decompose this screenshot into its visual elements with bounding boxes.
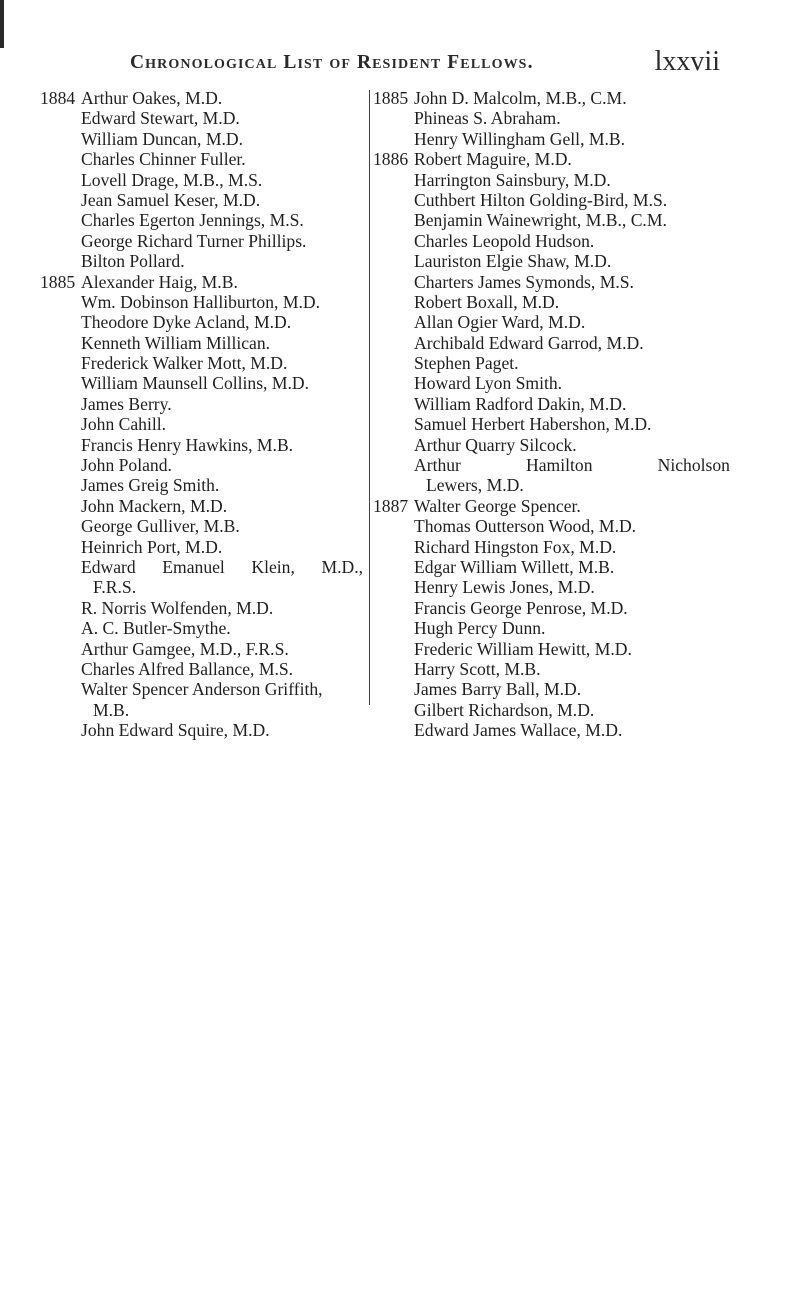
list-item xyxy=(40,170,370,190)
entry-year: 1886 xyxy=(373,149,409,170)
list-item xyxy=(40,639,370,659)
list-item xyxy=(369,170,749,190)
list-item xyxy=(369,577,749,597)
entry-name: Cuthbert Hilton Golding-Bird, M.S. xyxy=(414,189,668,210)
entry-name: Charles Leopold Hudson. xyxy=(414,230,595,251)
list-item xyxy=(369,292,749,312)
list-item xyxy=(40,700,370,720)
list-item xyxy=(369,272,749,292)
entry-name: William Radford Dakin, M.D. xyxy=(414,393,627,414)
list-item xyxy=(369,679,749,699)
entry-name: James Barry Ball, M.D. xyxy=(414,679,582,700)
list-item xyxy=(369,394,749,414)
list-item xyxy=(369,88,749,108)
list-item xyxy=(369,435,749,455)
entry-name: Gilbert Richardson, M.D. xyxy=(414,699,595,720)
list-item xyxy=(369,496,749,516)
list-item xyxy=(369,129,749,149)
entry-name: George Richard Turner Phillips. xyxy=(81,230,307,251)
entry-name: John Mackern, M.D. xyxy=(81,495,228,516)
entry-name: Archibald Edward Garrod, M.D. xyxy=(414,332,644,353)
entry-name: Arthur Quarry Silcock. xyxy=(414,434,577,455)
list-item xyxy=(40,292,370,312)
entry-name: James Berry. xyxy=(81,393,172,414)
entry-name: Harrington Sainsbury, M.D. xyxy=(414,169,611,190)
list-item xyxy=(40,414,370,434)
entry-name: James Greig Smith. xyxy=(81,475,220,496)
entry-name: Heinrich Port, M.D. xyxy=(81,536,223,557)
list-item xyxy=(40,659,370,679)
entry-word: Edward xyxy=(81,556,136,577)
left-column xyxy=(40,88,370,741)
list-item xyxy=(369,720,749,740)
list-item xyxy=(40,190,370,210)
entry-name: Alexander Haig, M.B. xyxy=(81,271,238,292)
list-item xyxy=(40,210,370,230)
list-item xyxy=(40,577,370,597)
running-title: Chronological List of Resident Fellows. xyxy=(130,52,534,73)
entry-name: Charles Chinner Fuller. xyxy=(81,149,246,170)
entry-name: Frederic William Hewitt, M.D. xyxy=(414,638,632,659)
list-item xyxy=(40,435,370,455)
entry-name: Charters James Symonds, M.S. xyxy=(414,271,634,292)
entry-name: George Gulliver, M.B. xyxy=(81,516,240,537)
page-number: lxxvii xyxy=(654,46,720,77)
entry-name: Benjamin Wainewright, M.B., C.M. xyxy=(414,210,667,231)
entry-name: Howard Lyon Smith. xyxy=(414,373,563,394)
list-item xyxy=(40,108,370,128)
list-item xyxy=(369,231,749,251)
entry-word: Klein, xyxy=(251,556,295,577)
list-item xyxy=(40,373,370,393)
entry-name: Thomas Outterson Wood, M.D. xyxy=(414,516,637,537)
entry-name: Henry Lewis Jones, M.D. xyxy=(414,577,595,598)
list-item xyxy=(40,129,370,149)
entry-name: Wm. Dobinson Halliburton, M.D. xyxy=(81,291,320,312)
list-item xyxy=(40,516,370,536)
entry-name-continuation: Lewers, M.D. xyxy=(426,475,524,496)
list-item xyxy=(369,333,749,353)
entry-name: Bilton Pollard. xyxy=(81,251,185,272)
list-item xyxy=(369,190,749,210)
list-item xyxy=(369,414,749,434)
entry-word: M.D., xyxy=(321,556,363,577)
entry-name: Francis George Penrose, M.D. xyxy=(414,597,628,618)
list-item xyxy=(369,598,749,618)
list-item xyxy=(40,475,370,495)
entry-name: John D. Malcolm, M.B., C.M. xyxy=(414,88,627,108)
entry-name: Richard Hingston Fox, M.D. xyxy=(414,536,617,557)
entry-name-continuation: M.B. xyxy=(93,699,130,720)
list-item xyxy=(369,516,749,536)
entry-name: Edgar William Willett, M.B. xyxy=(414,556,615,577)
entry-name: Charles Egerton Jennings, M.S. xyxy=(81,210,304,231)
list-item xyxy=(369,312,749,332)
entry-name: Francis Henry Hawkins, M.B. xyxy=(81,434,294,455)
list-item xyxy=(40,496,370,516)
entry-name: Arthur Oakes, M.D. xyxy=(81,88,223,108)
entry-year: 1885 xyxy=(40,271,76,292)
entry-name: William Maunsell Collins, M.D. xyxy=(81,373,310,394)
entry-word: Nicholson xyxy=(657,455,730,476)
list-item xyxy=(40,272,370,292)
entry-year: 1885 xyxy=(373,88,409,108)
entry-name: Theodore Dyke Acland, M.D. xyxy=(81,312,292,333)
list-item xyxy=(40,231,370,251)
entry-name: Allan Ogier Ward, M.D. xyxy=(414,312,586,333)
list-item xyxy=(369,639,749,659)
list-item xyxy=(369,251,749,271)
entry-name: Frederick Walker Mott, M.D. xyxy=(81,353,288,374)
entry-word: Arthur xyxy=(414,455,461,476)
entry-name: Phineas S. Abraham. xyxy=(414,108,561,129)
entry-name: Harry Scott, M.B. xyxy=(414,658,541,679)
list-item xyxy=(369,108,749,128)
list-item xyxy=(40,537,370,557)
entry-name: Robert Maguire, M.D. xyxy=(414,149,572,170)
list-item xyxy=(369,455,749,475)
entry-name: Samuel Herbert Habershon, M.D. xyxy=(414,414,652,435)
entry-name: Robert Boxall, M.D. xyxy=(414,291,560,312)
list-item xyxy=(40,251,370,271)
list-item xyxy=(40,353,370,373)
entry-name: John Poland. xyxy=(81,455,172,476)
entry-name: Stephen Paget. xyxy=(414,353,519,374)
entry-name: Edward James Wallace, M.D. xyxy=(414,720,623,741)
list-item xyxy=(369,353,749,373)
entry-name: Charles Alfred Ballance, M.S. xyxy=(81,658,294,679)
list-item xyxy=(40,312,370,332)
list-item xyxy=(40,88,370,108)
entry-year: 1884 xyxy=(40,88,76,108)
list-item xyxy=(40,557,370,577)
entry-name-continuation: F.R.S. xyxy=(93,577,137,598)
list-item xyxy=(40,679,370,699)
entry-name: John Edward Squire, M.D. xyxy=(81,720,270,741)
list-item xyxy=(369,475,749,495)
entry-name: Lovell Drage, M.B., M.S. xyxy=(81,169,263,190)
entry-name: Walter George Spencer. xyxy=(414,495,581,516)
list-item xyxy=(40,720,370,740)
list-item xyxy=(40,149,370,169)
entry-name: John Cahill. xyxy=(81,414,167,435)
entry-name xyxy=(414,455,730,475)
entry-name xyxy=(81,557,363,577)
entry-name: Hugh Percy Dunn. xyxy=(414,618,546,639)
page-header xyxy=(130,46,720,82)
list-item xyxy=(40,618,370,638)
list-item xyxy=(369,700,749,720)
list-item xyxy=(40,333,370,353)
entry-name: Arthur Gamgee, M.D., F.R.S. xyxy=(81,638,289,659)
entry-name: Henry Willingham Gell, M.B. xyxy=(414,128,626,149)
list-item xyxy=(40,394,370,414)
list-item xyxy=(369,557,749,577)
list-item xyxy=(40,598,370,618)
list-item xyxy=(369,659,749,679)
entry-word: Hamilton xyxy=(526,455,593,476)
entry-name: Lauriston Elgie Shaw, M.D. xyxy=(414,251,612,272)
page-edge xyxy=(0,0,4,48)
list-item xyxy=(369,149,749,169)
entry-name: Kenneth William Millican. xyxy=(81,332,271,353)
entry-name: Walter Spencer Anderson Griffith, xyxy=(81,679,323,700)
entry-name: A. C. Butler-Smythe. xyxy=(81,618,231,639)
list-item xyxy=(40,455,370,475)
entry-name: R. Norris Wolfenden, M.D. xyxy=(81,597,274,618)
list-item xyxy=(369,537,749,557)
entry-name: Jean Samuel Keser, M.D. xyxy=(81,189,261,210)
right-column xyxy=(369,88,749,741)
entry-word: Emanuel xyxy=(162,556,225,577)
entry-name: William Duncan, M.D. xyxy=(81,128,244,149)
list-item xyxy=(369,373,749,393)
entry-year: 1887 xyxy=(373,495,409,516)
list-item xyxy=(369,210,749,230)
list-item xyxy=(369,618,749,638)
entry-name: Edward Stewart, M.D. xyxy=(81,108,240,129)
